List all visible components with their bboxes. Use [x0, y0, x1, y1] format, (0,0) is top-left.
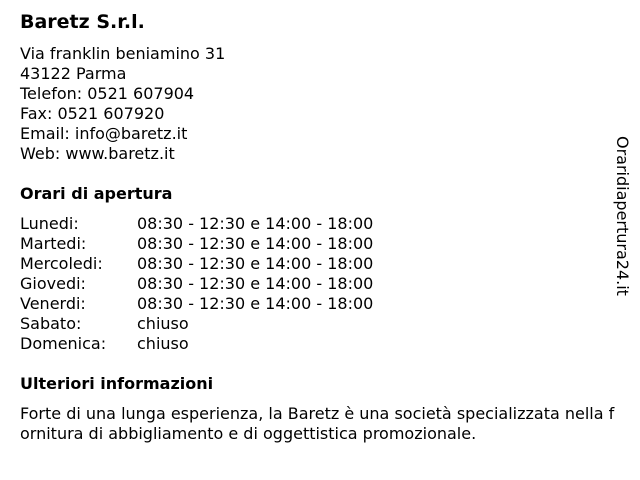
- hours-row-monday: [20, 214, 620, 234]
- hours-day: Martedi:: [20, 234, 87, 253]
- hours-value: 08:30 - 12:30 e 14:00 - 18:00: [137, 274, 374, 293]
- site-watermark: Oraridiapertura24.it: [613, 136, 632, 296]
- hours-row-thursday: [20, 274, 620, 294]
- hours-day: Domenica:: [20, 334, 107, 353]
- hours-day: Mercoledi:: [20, 254, 103, 273]
- hours-value: 08:30 - 12:30 e 14:00 - 18:00: [137, 234, 374, 253]
- fax-line: Fax: 0521 607920: [20, 104, 165, 123]
- company-name: Baretz S.r.l.: [20, 11, 145, 33]
- hours-row-sunday: [20, 334, 620, 354]
- hours-value: 08:30 - 12:30 e 14:00 - 18:00: [137, 254, 374, 273]
- hours-row-wednesday: [20, 254, 620, 274]
- hours-day: Giovedi:: [20, 274, 86, 293]
- city-line: 43122 Parma: [20, 64, 127, 83]
- opening-hours-title: Orari di apertura: [20, 184, 173, 203]
- hours-value: chiuso: [137, 314, 189, 333]
- opening-hours-table: [20, 214, 620, 354]
- company-card: [20, 10, 620, 444]
- hours-day: Venerdi:: [20, 294, 86, 313]
- address-line: Via franklin beniamino 31: [20, 44, 226, 63]
- additional-info-title: Ulteriori informazioni: [20, 374, 214, 393]
- hours-day: Sabato:: [20, 314, 82, 333]
- hours-value: 08:30 - 12:30 e 14:00 - 18:00: [137, 294, 374, 313]
- hours-day: Lunedi:: [20, 214, 79, 233]
- hours-value: 08:30 - 12:30 e 14:00 - 18:00: [137, 214, 374, 233]
- hours-value: chiuso: [137, 334, 189, 353]
- hours-row-friday: [20, 294, 620, 314]
- contact-block: [20, 44, 620, 164]
- web-line: Web: www.baretz.it: [20, 144, 175, 163]
- hours-row-saturday: [20, 314, 620, 334]
- phone-line: Telefon: 0521 607904: [20, 84, 195, 103]
- hours-row-tuesday: [20, 234, 620, 254]
- additional-info-text: Forte di una lunga esperienza, la Baretz è una società specializzata nella fornitura di abbigliamento e di oggettistica promozionale.: [20, 404, 615, 443]
- email-line: Email: info@baretz.it: [20, 124, 188, 143]
